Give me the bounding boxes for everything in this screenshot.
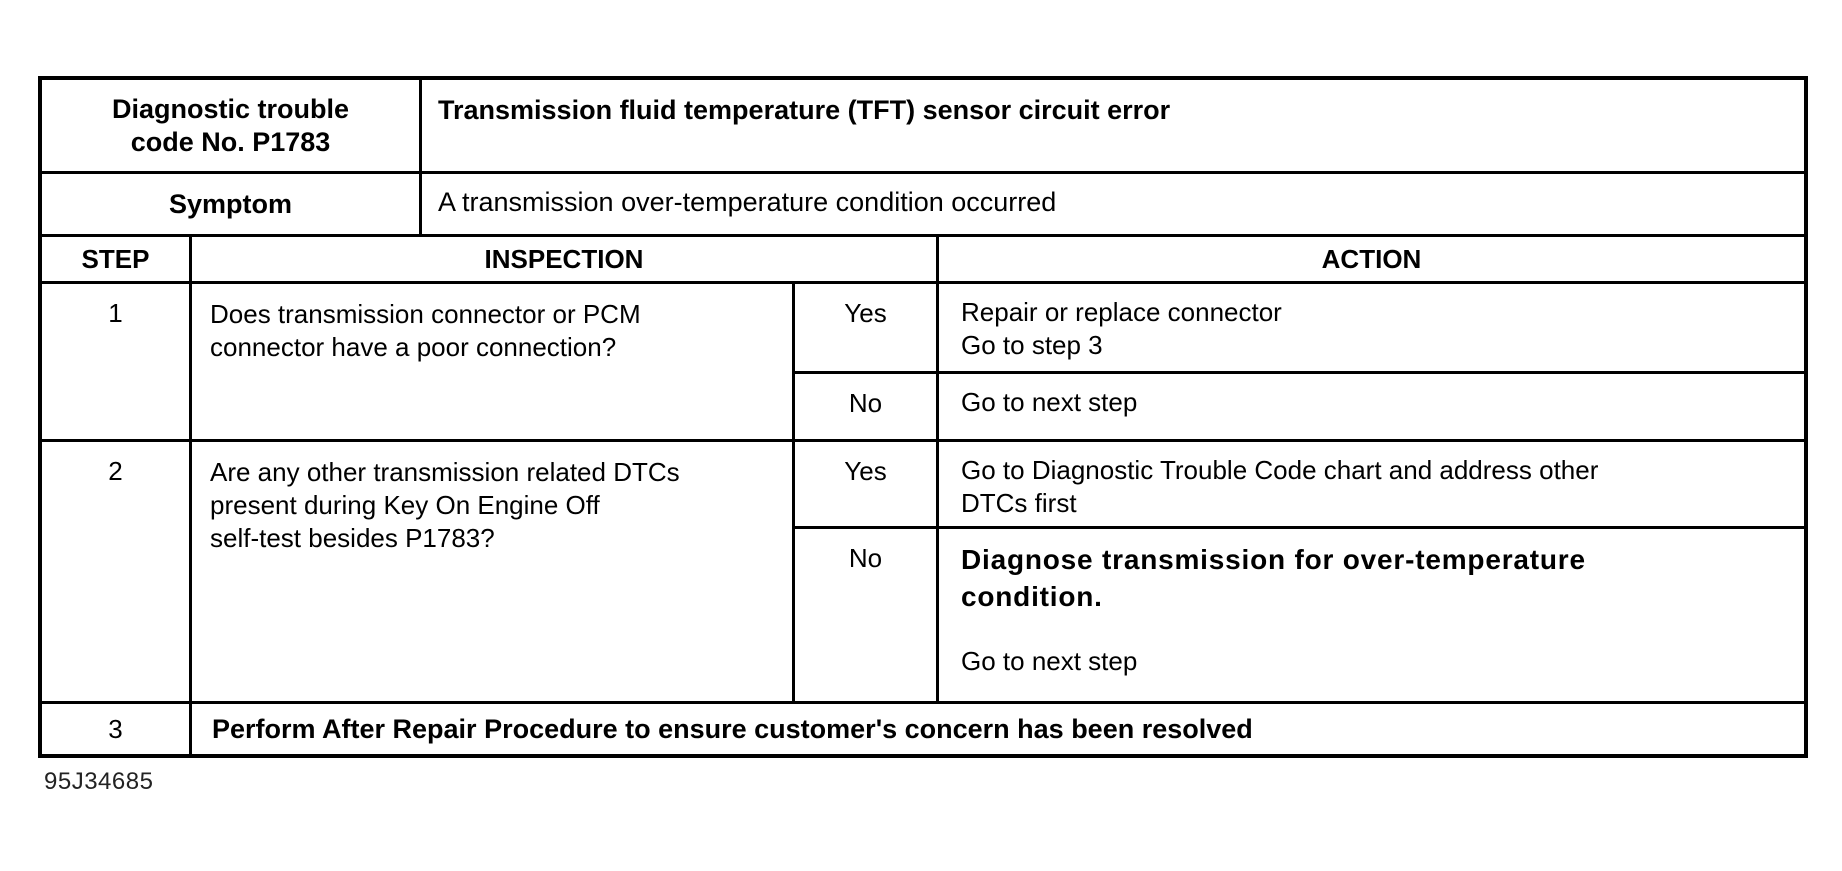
step-question	[192, 284, 795, 442]
dtc-code-label-cell	[42, 80, 422, 174]
branch-action	[939, 529, 1804, 704]
column-header-step: STEP	[42, 237, 192, 284]
column-header-inspection: INSPECTION	[192, 237, 939, 284]
question-line: Are any other transmission related DTCs	[210, 457, 680, 487]
symptom-label-cell: Symptom	[42, 174, 422, 237]
branch-answer-yes: Yes	[795, 442, 939, 529]
step-question	[192, 442, 795, 704]
step-number: 1	[42, 284, 192, 442]
branch-action	[939, 374, 1804, 442]
question-line: self-test besides P1783?	[210, 523, 495, 553]
action-emphasis-line: condition.	[961, 581, 1103, 612]
action-line: Go to next step	[961, 646, 1138, 676]
step-number: 2	[42, 442, 192, 704]
dtc-code-label-line: Diagnostic trouble	[111, 93, 349, 124]
action-line: Repair or replace connector	[961, 297, 1282, 327]
action-line: Go to next step	[961, 387, 1138, 417]
dtc-title-cell: Transmission fluid temperature (TFT) sensor circuit error	[422, 80, 1804, 174]
dtc-diagnostic-table	[38, 76, 1808, 758]
action-line: Go to Diagnostic Trouble Code chart and address other	[961, 455, 1599, 485]
step-number: 3	[42, 704, 192, 754]
question-line: connector have a poor connection?	[210, 332, 617, 362]
dtc-code-label-line: code No. P1783	[130, 126, 331, 157]
action-line: DTCs first	[961, 488, 1077, 518]
column-header-action: ACTION	[939, 237, 1804, 284]
figure-reference-code: 95J34685	[44, 768, 154, 795]
branch-answer-no: No	[795, 529, 939, 704]
question-line: Does transmission connector or PCM	[210, 299, 641, 329]
symptom-text-cell: A transmission over-temperature condition occurred	[422, 174, 1804, 237]
action-line: Go to step 3	[961, 330, 1103, 360]
action-emphasis-line: Diagnose transmission for over-temperature	[961, 544, 1586, 575]
branch-action	[939, 284, 1804, 374]
branch-answer-yes: Yes	[795, 284, 939, 374]
final-step-text-cell: Perform After Repair Procedure to ensure customer's concern has been resolved	[212, 713, 1253, 744]
branch-action	[939, 442, 1804, 529]
question-line: present during Key On Engine Off	[210, 490, 600, 520]
branch-answer-no: No	[795, 374, 939, 442]
